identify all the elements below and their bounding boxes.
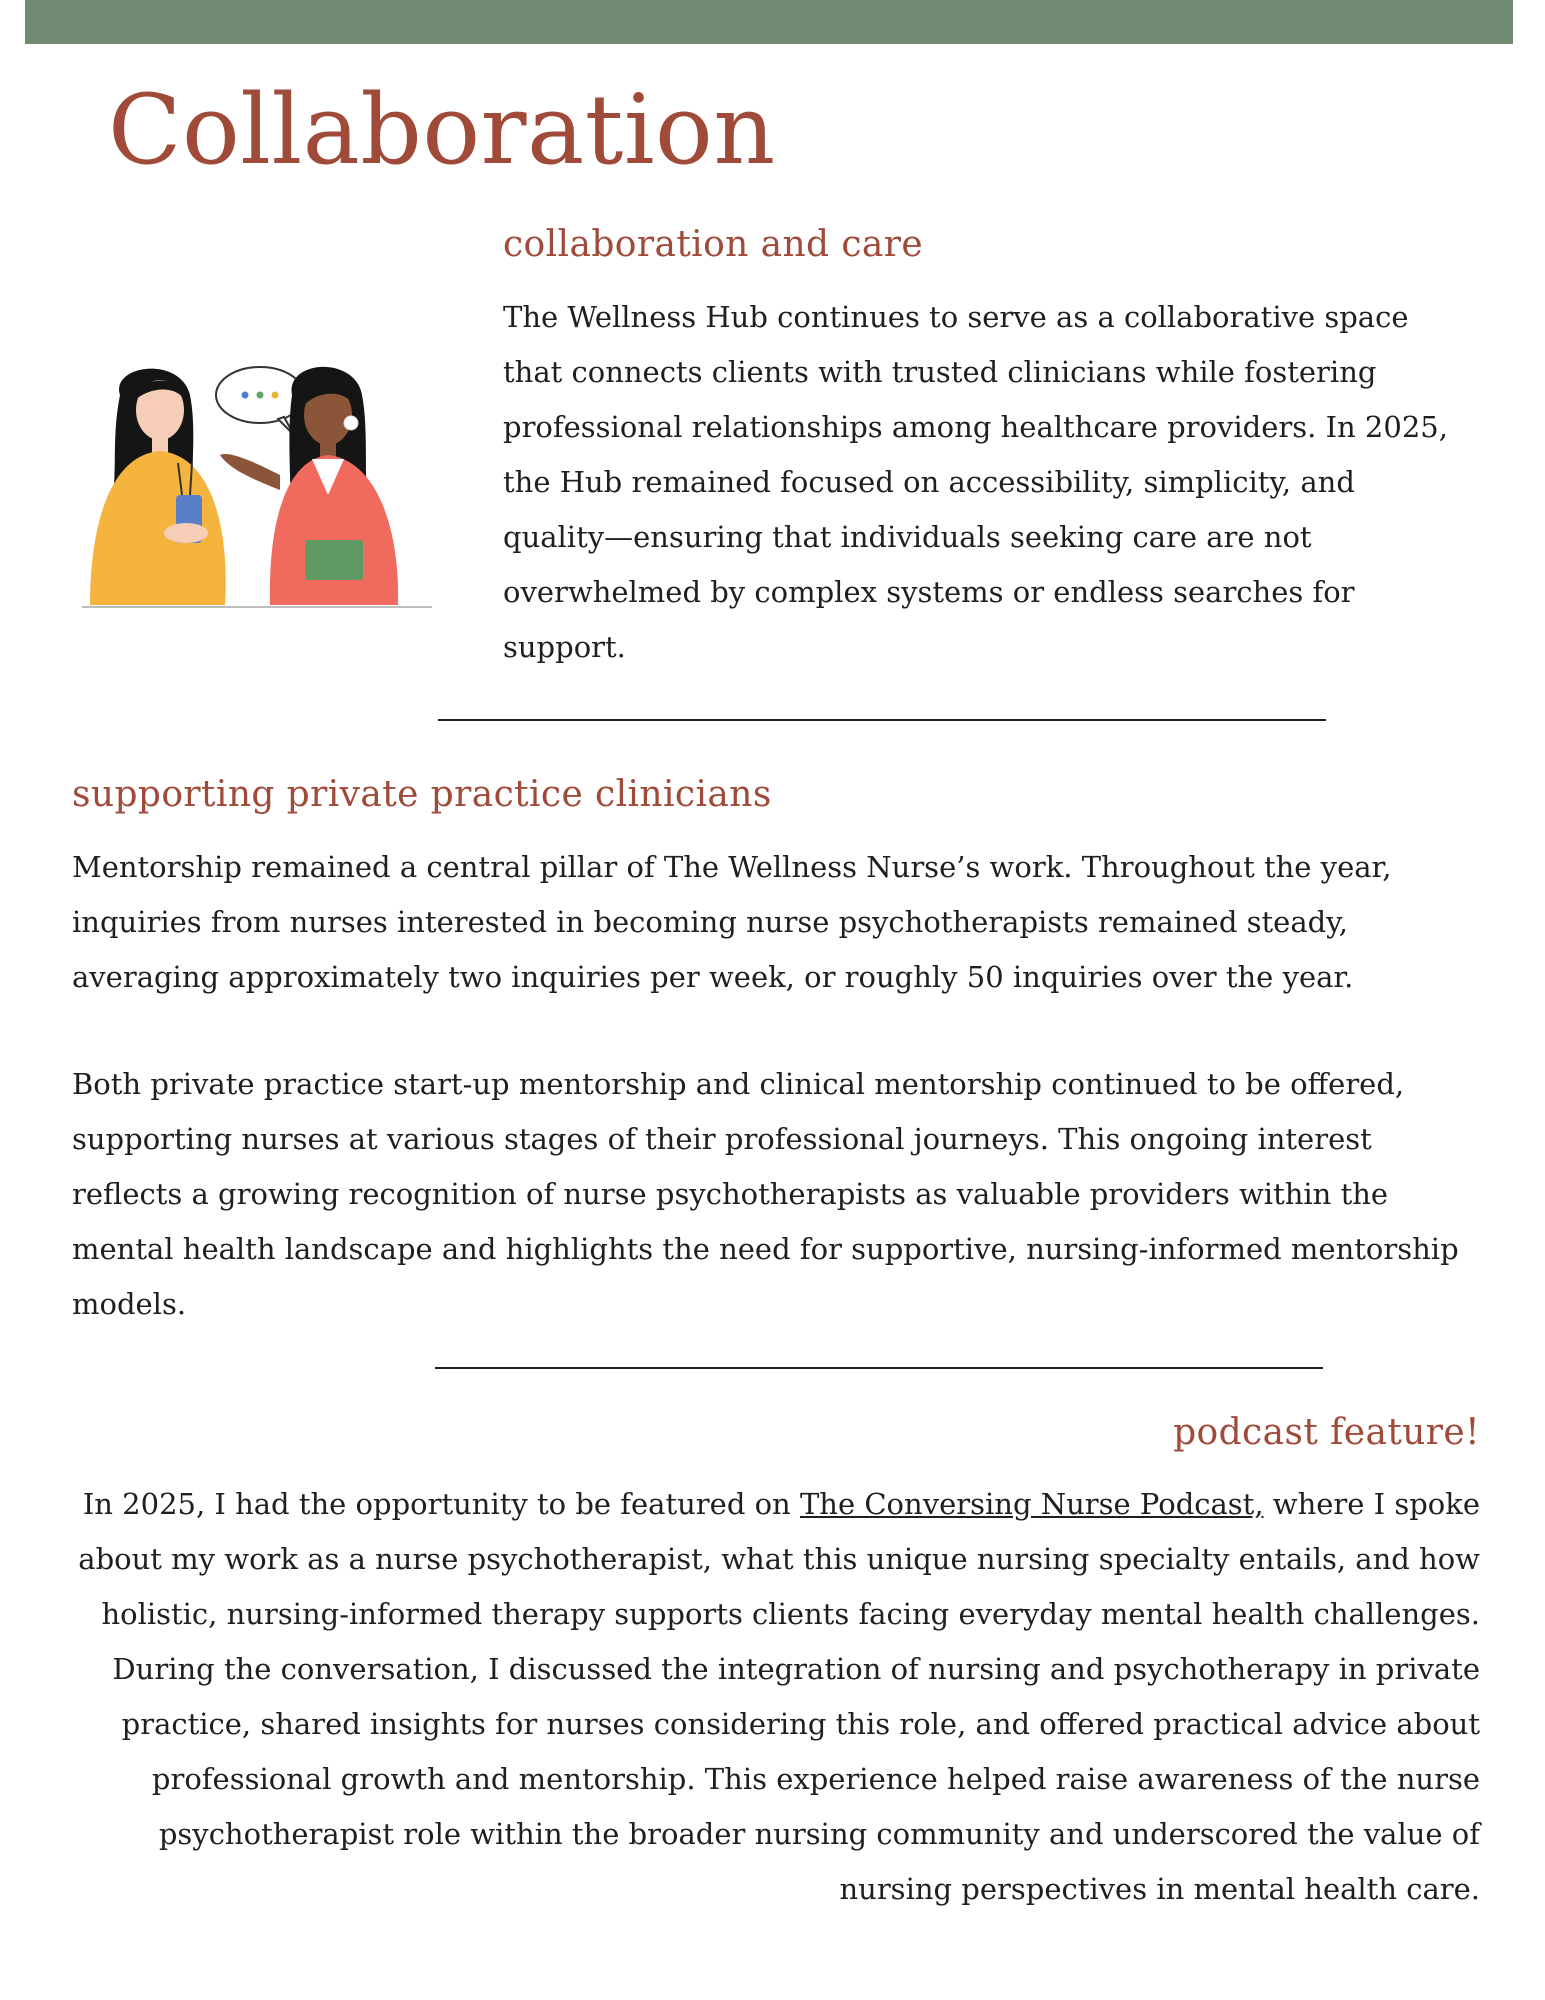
section-heading-podcast: podcast feature!	[1173, 1412, 1480, 1453]
section-heading-collaboration-care: collaboration and care	[503, 224, 924, 265]
podcast-link[interactable]: The Conversing Nurse Podcast,	[799, 1487, 1264, 1521]
podcast-text-after: where I spoke about my work as a nurse psychotherapist, what this unique nursing specialty entails, and how holistic, nursing-informed therapy supports clients facing everyday mental health challenges. During the conversation, I discussed the integration of nursing and psychotherapy in private practice, shared insights for nurses considering this role, and offered practical advice about professional growth and mentorship. This experience helped raise awareness of the nurse psychotherapist role within the broader nursing community and underscored the value of nursing perspectives in mental health care.	[78, 1487, 1480, 1906]
collaboration-care-paragraph: The Wellness Hub continues to serve as a collaborative space that connects clients with trusted clinicians while fostering professional relationships among healthcare providers. In 2025, the Hub remained focused on accessibility, simplicity, and quality—ensuring that individuals seeking care are not overwhelmed by complex systems or endless searches for support.	[503, 300, 1448, 664]
two-women-conversation-illustration	[80, 355, 440, 615]
page-title: Collaboration	[108, 74, 776, 186]
section-divider	[438, 719, 1326, 721]
podcast-paragraph	[72, 1477, 1480, 1917]
mentorship-paragraph-1: Mentorship remained a central pillar of The Wellness Nurse’s work. Throughout the year, inquiries from nurses interested in becoming nurse psychotherapists remained steady, averaging approximately two inquiries per week, or roughly 50 inquiries over the year.	[72, 850, 1392, 994]
mentorship-paragraph-2: Both private practice start-up mentorship and clinical mentorship continued to be offered, supporting nurses at various stages of their professional journeys. This ongoing interest reflects a growing recognition of nurse psychotherapists as valuable providers within the mental health landscape and highlights the need for supportive, nursing-informed mentorship models.	[72, 1067, 1459, 1321]
woman-left-figure	[90, 369, 226, 605]
podcast-text-before: In 2025, I had the opportunity to be featured on	[82, 1487, 800, 1521]
top-color-bar	[25, 0, 1513, 44]
section-divider	[435, 1367, 1323, 1369]
section-heading-private-practice: supporting private practice clinicians	[72, 774, 772, 815]
